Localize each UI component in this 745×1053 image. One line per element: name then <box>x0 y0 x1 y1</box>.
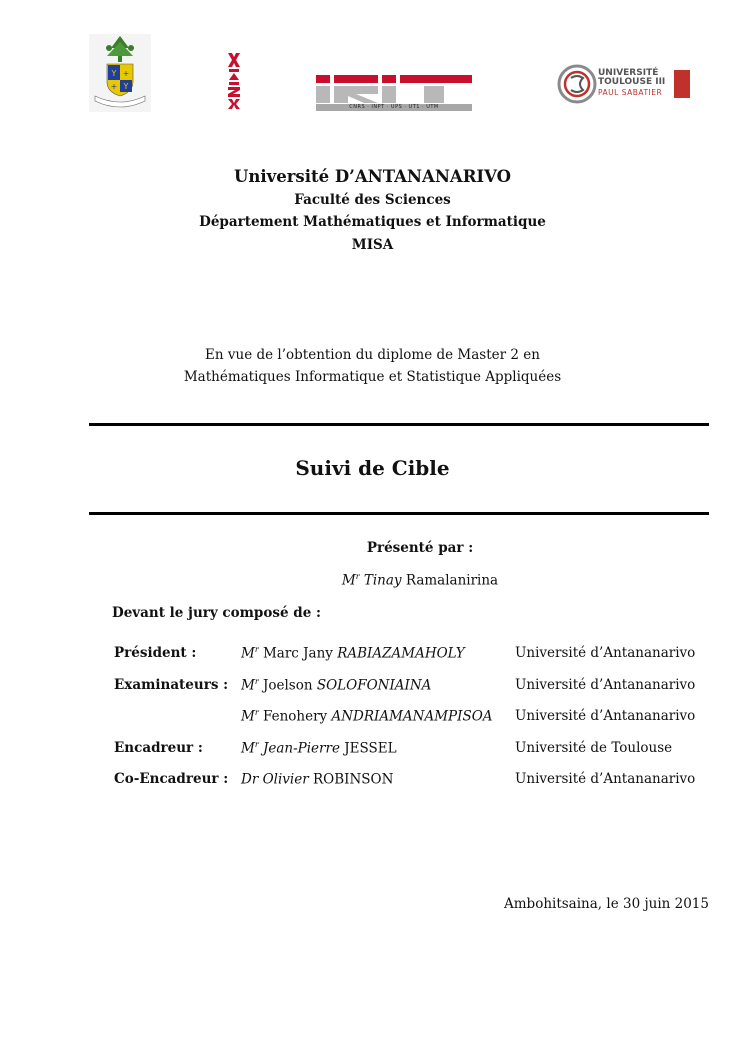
jury-role: Examinateurs : <box>114 677 229 693</box>
svg-text:Y: Y <box>123 82 129 91</box>
purpose-line-1: En vue de l’obtention du diplome de Master 2 en <box>205 347 540 363</box>
jury-name: Dr Olivier ROBINSON <box>241 771 394 788</box>
ut3-logo <box>557 64 697 104</box>
jury-role: Président : <box>114 645 197 661</box>
jury-name: $M^r$ Fenohery ANDRIAMANAMPISOA <box>241 708 493 725</box>
ut3-line1: UNIVERSITÉ <box>598 68 659 78</box>
jury-heading: Devant le jury composé de : <box>112 605 321 621</box>
stamp-icon <box>227 53 241 109</box>
jury-university: Université d’Antananarivo <box>515 708 696 724</box>
jury-role: Co-Encadreur : <box>114 771 229 787</box>
jury-university: Université d’Antananarivo <box>515 771 696 787</box>
antananarivo-crest-logo <box>89 34 151 112</box>
program-name: MISA <box>351 237 394 253</box>
jury-name: $M^r$ Marc Jany RABIAZAMAHOLY <box>241 645 465 662</box>
presenter-lastname: Ramalanirina <box>405 572 499 589</box>
irit-logo <box>316 72 474 112</box>
faculty-name: Faculté des Sciences <box>294 192 451 208</box>
irit-subtitle: CNRS · INPT · UPS · UT1 · UTM <box>349 104 439 110</box>
top-rule <box>89 423 709 426</box>
ut3-circle-icon <box>557 64 597 104</box>
crest-icon <box>89 34 151 112</box>
presented-label: Présenté par : <box>366 540 474 556</box>
svg-text:+: + <box>110 82 118 91</box>
place-date: Ambohitsaina, le 30 juin 2015 <box>504 896 709 912</box>
jury-role: Encadreur : <box>114 740 203 756</box>
ut3-line3: PAUL SABATIER <box>598 88 663 97</box>
jury-university: Université d’Antananarivo <box>515 645 696 661</box>
jury-university: Université d’Antananarivo <box>515 677 696 693</box>
ut3-line2: TOULOUSE III <box>598 77 666 87</box>
university-name: Université D’ANTANANARIVO <box>233 167 512 186</box>
svg-text:+: + <box>122 69 130 78</box>
ut3-red-mark <box>674 70 690 98</box>
presenter-firstname: Tinay <box>363 572 402 589</box>
purpose-line-2: Mathématiques Informatique et Statistique Appliquées <box>183 369 562 385</box>
department-name: Département Mathématiques et Informatique <box>199 214 546 230</box>
jury-name: $M^r$ Joelson SOLOFONIAINA <box>241 677 432 694</box>
jury-name: $M^r$ Jean-Pierre JESSEL <box>241 740 397 757</box>
presenter-name <box>0 572 745 589</box>
red-vertical-logo <box>227 53 241 109</box>
thesis-title: Suivi de Cible <box>295 456 450 480</box>
presenter-title-sup: r <box>355 572 360 581</box>
svg-text:Y: Y <box>111 69 117 78</box>
jury-university: Université de Toulouse <box>515 740 673 756</box>
bottom-rule <box>89 512 709 515</box>
presenter-title: M <box>341 572 356 589</box>
